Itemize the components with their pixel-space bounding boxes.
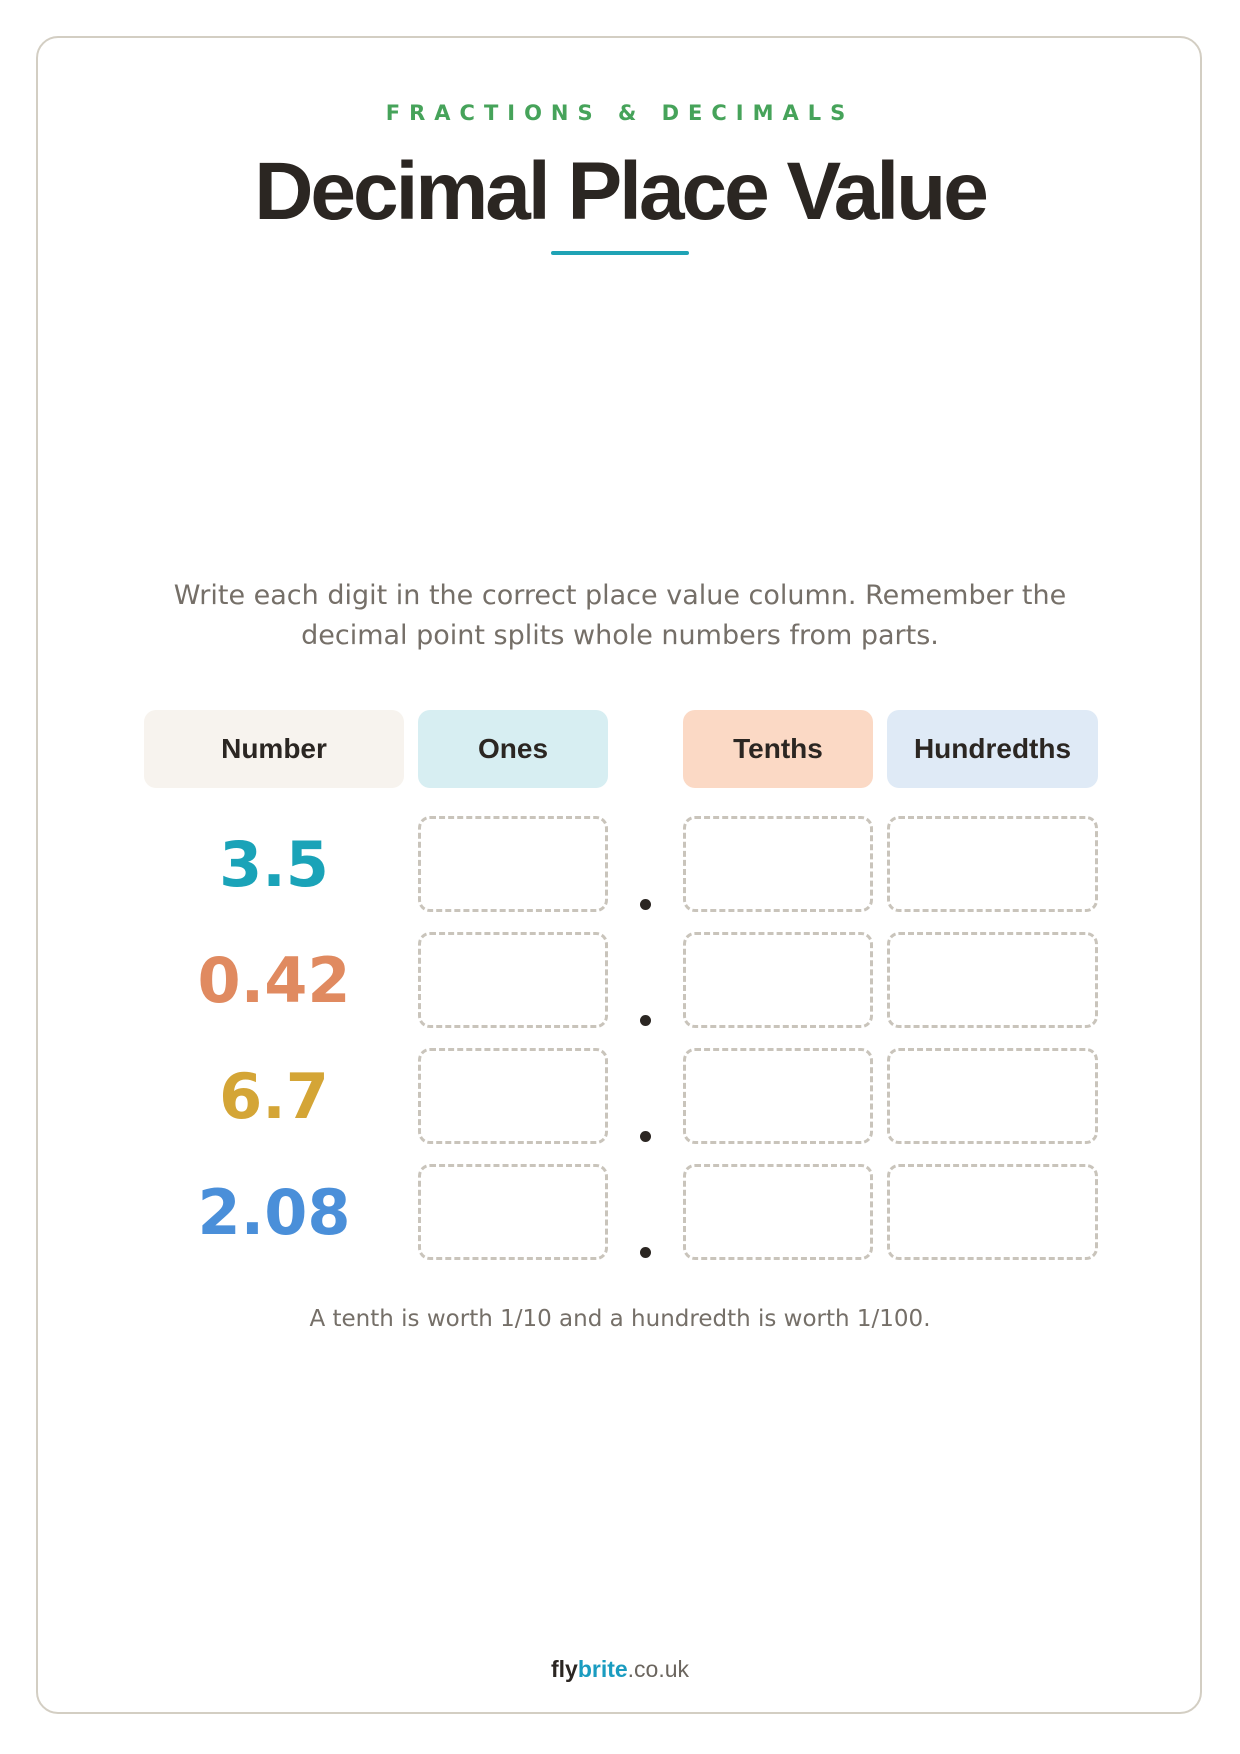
worksheet-title: Decimal Place Value	[254, 146, 986, 237]
decimal-point	[640, 1131, 651, 1142]
hundredths-answer-box[interactable]	[887, 1164, 1098, 1260]
hundredths-answer-box[interactable]	[887, 932, 1098, 1028]
footer-brand[interactable]	[0, 1656, 1240, 1683]
decimal-point	[640, 1247, 651, 1258]
decimal-point	[640, 899, 651, 910]
brand-domain: .co.uk	[627, 1656, 690, 1682]
decimal-number: 0.42	[197, 943, 351, 1017]
hundredths-answer-box[interactable]	[887, 1048, 1098, 1144]
decimal-number: 2.08	[197, 1175, 351, 1249]
ones-answer-box[interactable]	[418, 816, 608, 912]
brand-name-part2: brite	[577, 1656, 628, 1682]
instructions-text: Write each digit in the correct place value column. Remember the decimal point splits whole numbers from parts.	[173, 580, 1067, 651]
table-row	[0, 816, 1240, 912]
header-tenths: Tenths	[683, 710, 873, 788]
ones-answer-box[interactable]	[418, 1164, 608, 1260]
tenths-answer-box[interactable]	[683, 1164, 873, 1260]
ones-answer-box[interactable]	[418, 932, 608, 1028]
header-number: Number	[144, 710, 404, 788]
tenths-answer-box[interactable]	[683, 932, 873, 1028]
hundredths-answer-box[interactable]	[887, 816, 1098, 912]
decimal-point	[640, 1015, 651, 1026]
worksheet-eyebrow: FRACTIONS & DECIMALS	[385, 101, 855, 125]
decimal-number: 3.5	[219, 827, 329, 901]
decimal-number: 6.7	[219, 1059, 329, 1133]
header-hundredths: Hundredths	[887, 710, 1098, 788]
table-row	[0, 1164, 1240, 1260]
tenths-answer-box[interactable]	[683, 1048, 873, 1144]
tip-text: A tenth is worth 1/10 and a hundredth is worth 1/100.	[309, 1306, 931, 1332]
tenths-answer-box[interactable]	[683, 816, 873, 912]
ones-answer-box[interactable]	[418, 1048, 608, 1144]
brand-name-part1: fly	[550, 1656, 578, 1682]
title-underline	[551, 251, 689, 255]
table-row	[0, 932, 1240, 1028]
table-row	[0, 1048, 1240, 1144]
header-ones: Ones	[418, 710, 608, 788]
